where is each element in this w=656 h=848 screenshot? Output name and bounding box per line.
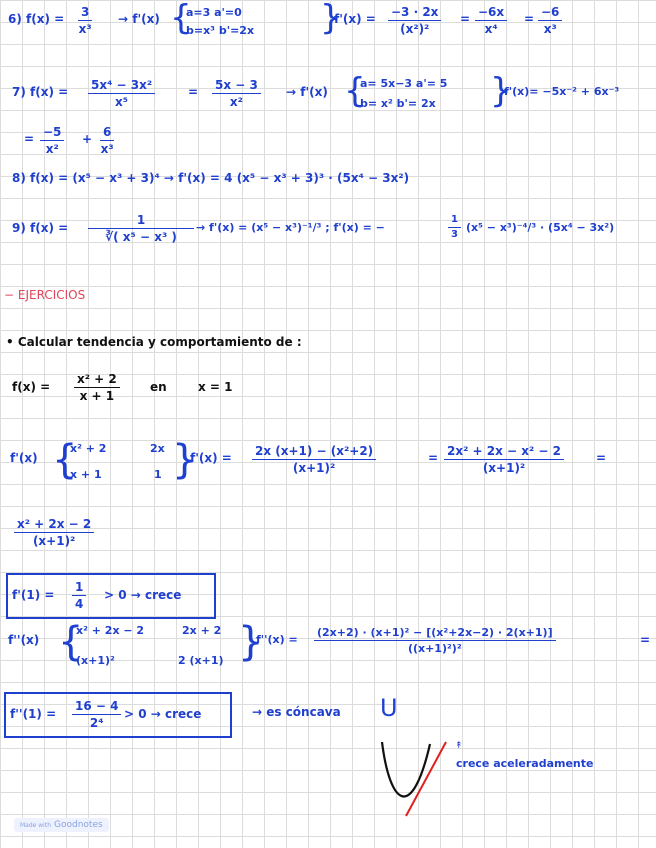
ex7-frac4-den: x³: [100, 142, 114, 156]
deriv2-a: x² + 2x − 2: [76, 624, 145, 637]
ex6-frac2: [388, 6, 441, 35]
ex6-eq1: =: [460, 12, 471, 26]
ex6-frac2-den: (x²)²: [400, 22, 430, 36]
ex7-arrow: → f'(x): [286, 85, 328, 99]
ex6-mid: f'(x) =: [334, 12, 376, 26]
ex6-eq2: =: [524, 12, 535, 26]
deriv2-frac-num: (2x+2) · (x+1)² − [(x²+2x−2) · 2(x+1)]: [314, 627, 556, 641]
result-box-first-derivative: [6, 573, 216, 619]
ex6-sys-row2: b=x³ b'=2x: [186, 24, 255, 37]
ex9-frac: [88, 214, 194, 243]
ex6-frac3-den: x⁴: [484, 22, 498, 36]
deriv1-frac2-num: 2x² + 2x − x² − 2: [444, 445, 564, 460]
ex7-line2-eq: =: [24, 132, 35, 146]
ex6-sys-row1: a=3 a'=0: [186, 6, 242, 19]
box1-rhs: > 0 → crece: [104, 588, 182, 602]
ex9-tail: (x⁵ − x³)⁻⁴/³ · (5x⁴ − 3x²): [466, 221, 615, 234]
logo-name: Goodnotes: [54, 820, 103, 830]
deriv1-frac1-num: 2x (x+1) − (x²+2): [252, 445, 376, 460]
deriv1-frac1-den: (x+1)²: [292, 461, 336, 475]
convex-curve-sketch: [372, 736, 462, 822]
ex7-frac2: [212, 79, 261, 108]
ex7-frac4: [100, 126, 114, 155]
deriv1-b: x + 1: [70, 468, 102, 481]
ex7-sys-row1: a= 5x−3 a'= 5: [360, 77, 448, 90]
tangent-line: [406, 742, 446, 816]
left-brace: {: [344, 71, 366, 111]
deriv2-b1: 2 (x+1): [178, 654, 224, 667]
deriv1-frac2: [444, 445, 564, 474]
arrow-up-icon: ↟: [455, 741, 463, 751]
fdef-frac-num: x² + 2: [74, 373, 120, 388]
deriv2-eq: =: [640, 633, 651, 647]
concavity-conclusion: → es cóncava: [252, 705, 341, 719]
fdef-frac-den: x + 1: [79, 389, 115, 403]
ex9-result: → f'(x) = (x⁵ − x³)⁻¹/³ ; f'(x) = −: [196, 221, 385, 234]
deriv1-frac1: [252, 445, 376, 474]
ex7-frac3: [40, 126, 64, 155]
task-statement: • Calcular tendencia y comportamiento de :: [6, 335, 302, 349]
ex7-frac3-num: −5: [40, 126, 64, 141]
box2-frac: [72, 700, 121, 729]
deriv1-label: f'(x): [10, 451, 38, 465]
box2-rhs: > 0 → crece: [124, 707, 202, 721]
left-brace: {: [52, 437, 78, 483]
right-brace: }: [172, 437, 198, 483]
ex6-frac1-num: 3: [78, 6, 92, 21]
ex7-plus: +: [82, 132, 93, 146]
right-brace: }: [238, 619, 264, 665]
sketch-label: crece aceleradamente: [456, 757, 594, 770]
logo-prefix: Made with: [20, 822, 51, 829]
ex9-frac2-den: 3: [451, 229, 458, 240]
exercise-8: 8) f(x) = (x⁵ − x³ + 3)⁴ → f'(x) = 4 (x⁵ − x³ + 3)³ · (5x⁴ − 3x²): [12, 171, 410, 185]
ex6-frac3: [475, 6, 507, 35]
box2-frac-num: 16 − 4: [72, 700, 121, 715]
ex9-frac-den: ∛( x⁵ − x³ ): [105, 230, 177, 244]
ex7-frac1: [88, 79, 155, 108]
ex6-frac1-den: x³: [78, 22, 92, 36]
deriv1-mid: f'(x) =: [190, 451, 232, 465]
box1-frac: [72, 581, 86, 610]
box2-frac-den: 2⁴: [89, 716, 104, 730]
section-title: − EJERCICIOS: [4, 288, 86, 302]
deriv1-frac3-num: x² + 2x − 2: [14, 518, 94, 533]
box1-lhs: f'(1) =: [12, 588, 55, 602]
ex9-lhs: 9) f(x) =: [12, 221, 69, 235]
deriv2-frac: [314, 627, 556, 654]
deriv2-label: f''(x): [8, 633, 40, 647]
ex6-frac1: [78, 6, 92, 35]
deriv1-a1: 2x: [150, 442, 165, 455]
ex6-frac4-num: −6: [538, 6, 562, 21]
deriv2-frac-den: ((x+1)²)²: [407, 642, 462, 655]
ex6-arrow: → f'(x): [118, 12, 160, 26]
deriv1-frac2-den: (x+1)²: [482, 461, 526, 475]
ex6-frac4: [538, 6, 562, 35]
goodnotes-logo: [14, 818, 109, 832]
box1-frac-num: 1: [72, 581, 86, 596]
ex6-frac2-num: −3 · 2x: [388, 6, 441, 21]
result-box-second-derivative: [4, 692, 232, 738]
ex7-frac4-num: 6: [100, 126, 114, 141]
ex9-frac2-num: 1: [448, 215, 461, 228]
ex7-frac1-num: 5x⁴ − 3x²: [88, 79, 155, 94]
ex6-frac4-den: x³: [543, 22, 557, 36]
ex7-frac1-den: x⁵: [115, 95, 129, 109]
deriv1-frac3-den: (x+1)²: [32, 534, 76, 548]
ex7-frac2-num: 5x − 3: [212, 79, 261, 94]
ex9-frac-num: 1: [88, 214, 194, 229]
deriv2-a1: 2x + 2: [182, 624, 222, 637]
parabola-curve: [382, 742, 430, 796]
ex7-frac3-den: x²: [45, 142, 59, 156]
fdef-frac: [74, 373, 120, 402]
ex7-frac2-den: x²: [229, 95, 243, 109]
right-brace: }: [490, 71, 512, 111]
fdef-point: x = 1: [198, 380, 233, 394]
deriv1-eq2: =: [596, 451, 607, 465]
left-brace: {: [58, 619, 84, 665]
ex9-frac2: [448, 215, 461, 240]
box2-lhs: f''(1) =: [10, 707, 57, 721]
ex7-lhs: 7) f(x) =: [12, 85, 69, 99]
deriv1-a: x² + 2: [70, 442, 107, 455]
ex6-lhs: 6) f(x) =: [8, 12, 65, 26]
deriv2-mid: f''(x) =: [256, 633, 298, 646]
box1-frac-den: 4: [75, 597, 84, 611]
ex7-eq1: =: [188, 85, 199, 99]
deriv2-b: (x+1)²: [76, 654, 115, 667]
deriv1-frac3: [14, 518, 94, 547]
right-brace: }: [320, 0, 342, 38]
fdef-en: en: [150, 380, 167, 394]
deriv1-eq: =: [428, 451, 439, 465]
deriv1-b1: 1: [154, 468, 162, 481]
ex7-sys-row2: b= x² b'= 2x: [360, 97, 436, 110]
u-symbol: U: [380, 694, 398, 722]
fdef-lhs: f(x) =: [12, 380, 51, 394]
ex7-result: f'(x)= −5x⁻² + 6x⁻³: [504, 85, 620, 98]
ex6-frac3-num: −6x: [475, 6, 507, 21]
left-brace: {: [170, 0, 192, 38]
